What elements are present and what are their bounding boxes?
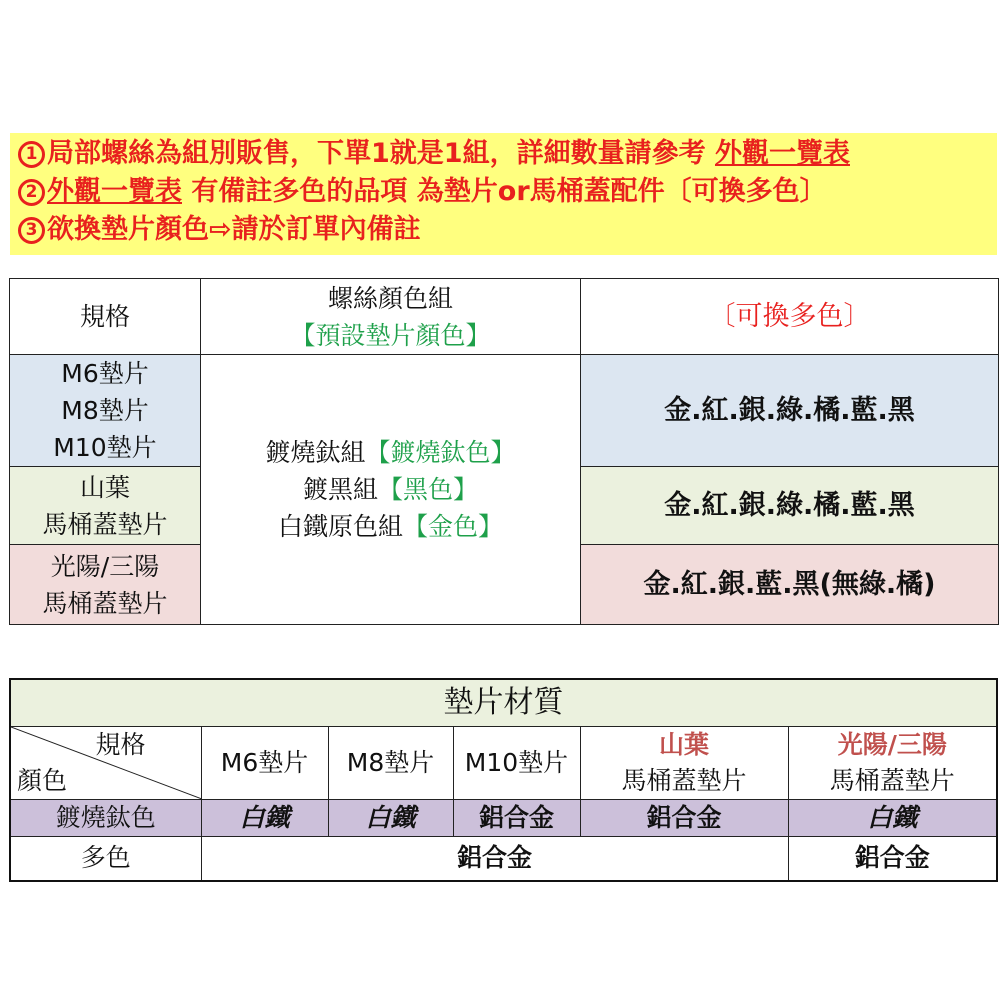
col-kymco-line1: 光陽/三陽 [837,730,947,759]
washer-material-table [9,678,998,882]
notice-text-3: 欲換墊片顏色 [47,214,209,245]
spec-yamaha-line2: 馬桶蓋墊片 [42,509,168,539]
spec-header: 規格 [10,279,201,355]
table2-header-row [10,727,997,800]
cell-kymco-material: 白鐵 [788,800,997,837]
notice-box [10,133,997,255]
screw-group-header [201,279,581,355]
group-titanium: 鍍燒鈦組【鍍燒鈦色】 [265,438,516,467]
spec-washer [10,355,201,467]
circled-number-3: 3 [18,217,45,244]
screw-groups-cell [201,355,581,625]
arrow-icon: ⇨ [209,214,232,245]
cell-multi-merged: 鋁合金 [201,837,788,881]
spec-yamaha [10,467,201,545]
material-title: 墊片材質 [10,679,997,727]
notice-text-1: 局部螺絲為組別販售，下單1就是1組，詳細數量請參考 [47,138,715,169]
corner-cell [10,727,201,800]
corner-spec-label: 規格 [95,730,146,759]
group-steel: 白鐵原色組【金色】 [277,512,504,541]
colors-yamaha: 金.紅.銀.綠.橘.藍.黑 [581,467,999,545]
cell-m6-material: 白鐵 [201,800,328,837]
appearance-list-link-2: 外觀一覽表 [47,176,182,207]
colors-washer: 金.紅.銀.綠.橘.藍.黑 [581,355,999,467]
col-m10: M10墊片 [453,727,580,800]
spec-kymco [10,545,201,625]
table2-title-row [10,679,997,727]
table1-header-row [10,279,999,355]
col-yamaha-line2: 馬桶蓋墊片 [621,766,747,795]
corner-color-label: 顏色 [17,766,68,795]
default-color-label: 【預設墊片顏色】 [290,320,491,350]
screw-group-label: 螺絲顏色組 [327,283,453,313]
spec-yamaha-line1: 山葉 [79,472,130,502]
notice-line-1 [18,135,989,173]
spec-m6: M6墊片 [61,359,149,388]
cell-multi-kymco: 鋁合金 [788,837,997,881]
row-titanium-label: 鍍燒鈦色 [10,800,201,837]
col-m6: M6墊片 [201,727,328,800]
group-black: 鍍黑組【黑色】 [302,475,479,504]
circled-number-1: 1 [18,141,45,168]
col-yamaha [580,727,788,800]
table2-row-multi [10,837,997,881]
cell-m8-material: 白鐵 [328,800,453,837]
appearance-list-link: 外觀一覽表 [714,138,850,169]
notice-line-2 [18,173,989,211]
col-m8: M8墊片 [328,727,453,800]
table2-row-titanium [10,800,997,837]
notice-text-3b: 請於訂單內備註 [231,214,421,245]
col-kymco [788,727,997,800]
row-multi-label: 多色 [10,837,201,881]
color-group-table [9,278,999,625]
cell-yamaha-material: 鋁合金 [580,800,788,837]
colors-kymco: 金.紅.銀.藍.黑(無綠.橘) [581,545,999,625]
spec-m10: M10墊片 [53,433,157,462]
notice-text-2: 有備註多色的品項 為墊片or馬桶蓋配件〔可換多色〕 [182,176,827,207]
table1-row-washer [10,355,999,467]
cell-m10-material: 鋁合金 [453,800,580,837]
spec-m8: M8墊片 [61,396,149,425]
col-yamaha-line1: 山葉 [658,730,709,759]
notice-line-3 [18,211,989,249]
circled-number-2: 2 [18,179,45,206]
spec-kymco-line1: 光陽/三陽 [50,551,160,581]
spec-kymco-line2: 馬桶蓋墊片 [42,588,168,618]
multi-color-header: 〔可換多色〕 [581,279,999,355]
col-kymco-line2: 馬桶蓋墊片 [829,766,955,795]
